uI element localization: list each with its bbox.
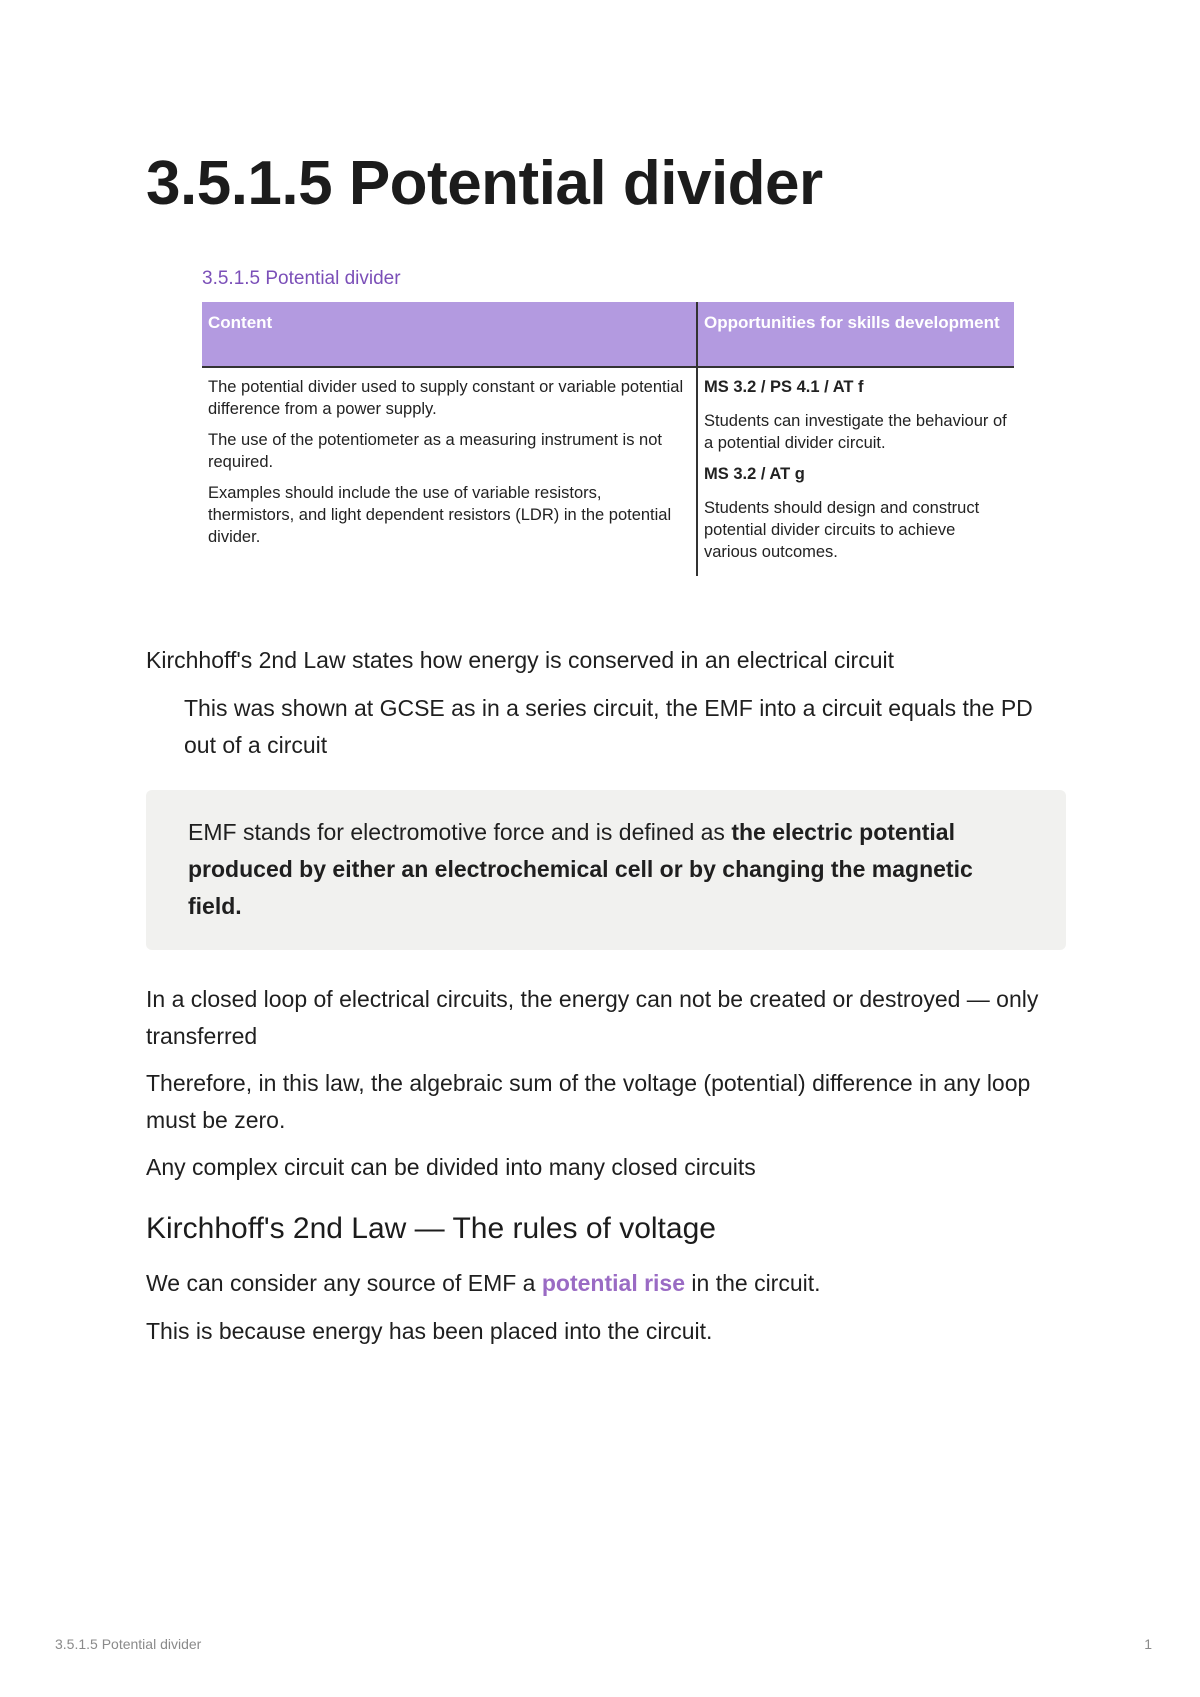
- spec-table: [202, 302, 1014, 576]
- highlight-potential-rise: potential rise: [541, 1270, 686, 1296]
- emf-callout: [146, 790, 1066, 950]
- content-item: The potential divider used to supply constant or variable potential difference from a power supply.: [208, 378, 684, 418]
- section-heading: Kirchhoff's 2nd Law — The rules of voltage: [146, 1212, 716, 1245]
- paragraph-complex: Any complex circuit can be divided into many closed circuits: [146, 1154, 756, 1180]
- callout-definition: the electric potential produced by either an electrochemical cell or by changing the magnetic field.: [188, 819, 973, 919]
- callout-text: EMF stands for electromotive force and is defined as: [188, 819, 732, 845]
- content-item: Examples should include the use of variable resistors, thermistors, and light dependent resistors (LDR) in the potential divider.: [208, 484, 672, 546]
- content-item: The use of the potentiometer as a measuring instrument is not required.: [208, 431, 662, 471]
- spec-body-row: [202, 367, 1014, 576]
- emf-text-after: in the circuit.: [685, 1270, 821, 1296]
- spec-caption: 3.5.1.5 Potential divider: [202, 268, 401, 289]
- page-number: 1: [1144, 1636, 1152, 1652]
- spec-table-figure: [202, 268, 1014, 576]
- skills-text: Students can investigate the behaviour of a potential divider circuit.: [704, 412, 1007, 452]
- paragraph-energy: This is because energy has been placed into the circuit.: [146, 1318, 713, 1344]
- header-content: Content: [202, 302, 697, 367]
- skills-code: MS 3.2 / AT g: [704, 465, 805, 483]
- spec-header-row: [202, 302, 1014, 367]
- paragraph-gcse: This was shown at GCSE as in a series circuit, the EMF into a circuit equals the PD out of a circuit: [184, 695, 1033, 758]
- paragraph-therefore: Therefore, in this law, the algebraic sum of the voltage (potential) difference in any loop must be zero.: [146, 1070, 1031, 1133]
- paragraph-emf-rise: [146, 1265, 1066, 1302]
- skills-cell: [697, 367, 1014, 576]
- content-cell: [202, 367, 697, 576]
- skills-code: MS 3.2 / PS 4.1 / AT f: [704, 378, 864, 396]
- paragraph-closed-loop: In a closed loop of electrical circuits, the energy can not be created or destroyed — only transferred: [146, 986, 1039, 1049]
- header-skills: Opportunities for skills development: [697, 302, 1014, 367]
- page-title: 3.5.1.5 Potential divider: [146, 149, 823, 218]
- skills-text: Students should design and construct potential divider circuits to achieve various outcomes.: [704, 499, 980, 561]
- emf-text-before: We can consider any source of EMF a: [146, 1270, 542, 1296]
- footer-title: 3.5.1.5 Potential divider: [55, 1636, 202, 1652]
- paragraph-kirchhoff: Kirchhoff's 2nd Law states how energy is conserved in an electrical circuit: [146, 647, 895, 673]
